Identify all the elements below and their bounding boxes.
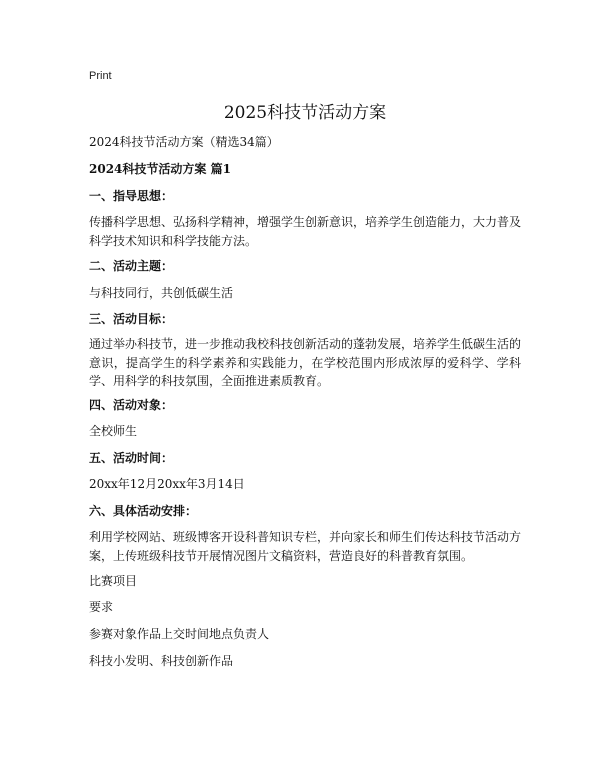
section-body-time: 20xx年12月20xx年3月14日 (89, 477, 245, 491)
page-title: 2025科技节活动方案 (223, 103, 387, 123)
trailing-line-invention-works: 科技小发明、科技创新作品 (89, 654, 234, 668)
section-body-arrangement: 利用学校网站、班级博客开设科普知识专栏，并向家长和师生们传达科技节活动方案，上传班级科技节开展情况图片文稿资料，营造良好的科普教育氛围。 (89, 530, 522, 563)
section-body-participants: 全校师生 (89, 424, 138, 438)
section-body-guiding-ideology: 传播科学思想、弘扬科学精神，增强学生创新意识，培养学生创造能力，大力普及科学技术知识和科学技能方法。 (89, 215, 522, 248)
section-heading-time: 五、活动时间： (89, 451, 174, 465)
trailing-line-competition-items: 比赛项目 (89, 574, 138, 588)
section-heading-participants: 四、活动对象： (89, 398, 174, 412)
article-heading: 2024科技节活动方案 篇1 (89, 162, 231, 176)
document-subtitle: 2024科技节活动方案（精选34篇） (89, 135, 279, 149)
section-body-theme: 与科技同行，共创低碳生活 (89, 286, 234, 300)
section-heading-guiding-ideology: 一、指导思想： (89, 189, 174, 203)
section-heading-goals: 三、活动目标： (89, 312, 174, 326)
trailing-line-requirements: 要求 (89, 600, 114, 614)
section-heading-arrangement: 六、具体活动安排： (89, 504, 198, 518)
trailing-line-table-header: 参赛对象作品上交时间地点负责人 (89, 627, 270, 641)
print-label: Print (89, 70, 112, 82)
section-body-goals: 通过举办科技节，进一步推动我校科技创新活动的蓬勃发展，培养学生低碳生活的意识，提高学生的科学素养和实践能力，在学校范围内形成浓厚的爱科学、学科学、用科学的科技氛围，全面推进素质教育。 (89, 337, 522, 388)
section-heading-theme: 二、活动主题： (89, 259, 174, 273)
